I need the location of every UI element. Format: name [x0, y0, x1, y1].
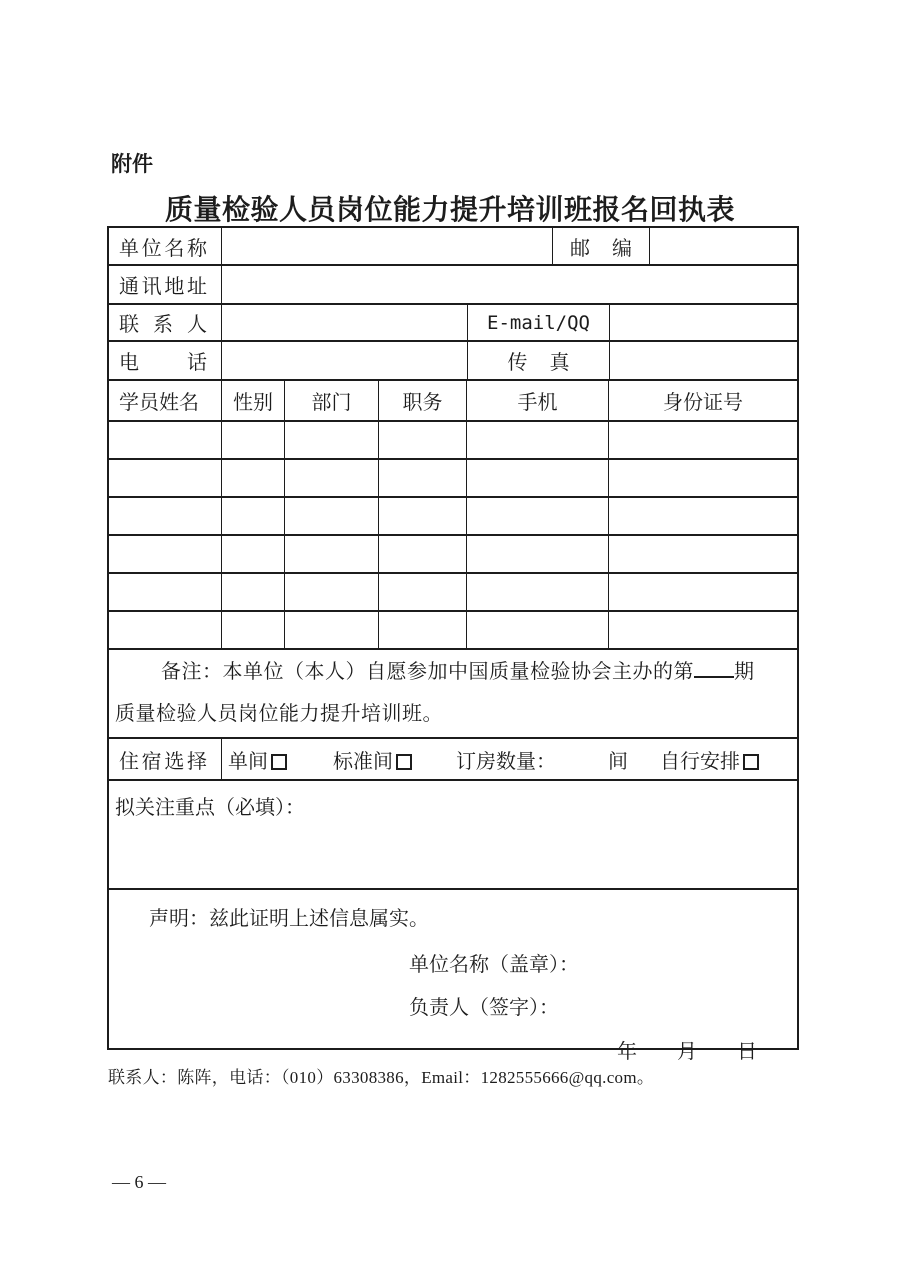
form-title: 质量检验人员岗位能力提升培训班报名回执表 — [164, 195, 735, 226]
trainee-name-cell — [109, 536, 222, 572]
trainee-row — [109, 612, 797, 650]
unit-name-label-cell — [109, 228, 222, 264]
contact-label: 联系人 — [119, 314, 207, 336]
standard-room-checkbox — [396, 754, 412, 770]
address-row — [109, 266, 797, 305]
trainee-department-cell — [285, 536, 379, 572]
trainee-row — [109, 498, 797, 536]
page-number: — 6 — — [112, 1172, 166, 1192]
trainee-mobile-cell — [467, 612, 609, 648]
fax-field — [610, 342, 797, 379]
trainee-id-cell — [609, 536, 797, 572]
email-qq-field — [610, 305, 797, 340]
self-arranged-checkbox — [743, 754, 759, 770]
trainee-mobile-cell — [467, 460, 609, 496]
trainee-department-cell — [285, 498, 379, 534]
contact-label-cell — [109, 305, 222, 340]
trainee-id-cell — [609, 498, 797, 534]
trainee-mobile-cell — [467, 574, 609, 610]
trainee-gender-cell — [222, 612, 285, 648]
phone-row — [109, 342, 797, 381]
trainee-id-cell — [609, 612, 797, 648]
mobile-header: 手机 — [467, 381, 609, 420]
contact-field — [222, 305, 468, 340]
trainee-department-cell — [285, 574, 379, 610]
gender-header: 性别 — [222, 381, 285, 420]
trainee-mobile-cell — [467, 422, 609, 458]
trainee-name-cell — [109, 574, 222, 610]
phone-label: 电话 — [119, 352, 207, 374]
address-label-cell — [109, 266, 222, 303]
remark-row — [109, 650, 797, 739]
fax-label: 传真 — [507, 352, 570, 374]
trainee-gender-cell — [222, 574, 285, 610]
postal-code-label: 邮编 — [570, 237, 632, 260]
trainee-department-cell — [285, 612, 379, 648]
trainee-gender-cell — [222, 536, 285, 572]
declaration-cell — [109, 890, 797, 1063]
booking-count-unit: 间 — [608, 750, 628, 773]
accommodation-options — [222, 739, 797, 779]
trainee-name-cell — [109, 612, 222, 648]
postal-code-label-cell — [553, 228, 650, 264]
registration-form-table — [107, 226, 799, 1063]
single-room-option: 单间 — [228, 745, 287, 774]
trainee-mobile-cell — [467, 498, 609, 534]
focus-row — [109, 781, 797, 890]
remark-line2: 质量检验人员岗位能力提升培训班。 — [115, 703, 443, 725]
focus-cell — [109, 781, 797, 888]
phone-label-cell — [109, 342, 222, 379]
session-number-blank — [694, 656, 734, 678]
trainee-id-cell — [609, 422, 797, 458]
standard-room-option: 标准间 — [333, 745, 412, 774]
trainee-gender-cell — [222, 498, 285, 534]
accommodation-row — [109, 739, 797, 781]
unit-name-field — [222, 228, 553, 264]
trainee-name-header: 学员姓名 — [109, 381, 222, 420]
trainee-position-cell — [379, 536, 467, 572]
focus-label: 拟关注重点（必填）： — [115, 797, 305, 819]
postal-code-field — [650, 228, 797, 264]
booking-count-label: 订房数量： — [456, 750, 556, 773]
trainee-row — [109, 536, 797, 574]
declaration-statement: 声明：兹此证明上述信息属实。 — [149, 908, 429, 930]
email-qq-label-cell — [468, 305, 610, 340]
trainee-gender-cell — [222, 422, 285, 458]
trainee-row — [109, 574, 797, 612]
trainee-row — [109, 460, 797, 498]
trainee-id-cell — [609, 574, 797, 610]
trainee-row — [109, 422, 797, 460]
contact-row — [109, 305, 797, 342]
date-line: 年 月 日 — [617, 1041, 757, 1063]
accommodation-label-cell — [109, 739, 222, 779]
trainee-name-cell — [109, 422, 222, 458]
trainee-department-cell — [285, 460, 379, 496]
trainee-position-cell — [379, 574, 467, 610]
trainee-name-cell — [109, 498, 222, 534]
trainee-position-cell — [379, 460, 467, 496]
remark-line1: 备注：本单位（本人）自愿参加中国质量检验协会主办的第 期 — [115, 651, 791, 693]
accommodation-label: 住宿选择 — [119, 750, 207, 773]
trainee-position-cell — [379, 612, 467, 648]
id-number-header: 身份证号 — [663, 392, 743, 414]
single-room-checkbox — [271, 754, 287, 770]
self-arranged-option: 自行安排 — [660, 745, 759, 774]
fax-label-cell — [468, 342, 610, 379]
address-label: 通讯地址 — [119, 276, 207, 298]
unit-name-row — [109, 228, 797, 266]
remark-cell — [109, 650, 797, 737]
trainee-header-row — [109, 381, 797, 422]
department-header: 部门 — [285, 381, 379, 420]
trainee-position-cell — [379, 498, 467, 534]
position-header: 职务 — [379, 381, 467, 420]
trainee-name-cell — [109, 460, 222, 496]
phone-field — [222, 342, 468, 379]
company-seal-label: 单位名称（盖章）： — [409, 954, 579, 976]
footer-contact: 联系人：陈阵，电话：（010）63308386，Email：1282555666@qq.com。 — [108, 1068, 655, 1087]
signature-label: 负责人（签字）： — [409, 997, 559, 1019]
trainee-gender-cell — [222, 460, 285, 496]
trainee-department-cell — [285, 422, 379, 458]
email-qq-label: E-mail/QQ — [487, 311, 590, 334]
trainee-id-cell — [609, 460, 797, 496]
trainee-mobile-cell — [467, 536, 609, 572]
unit-name-label: 单位名称 — [119, 237, 207, 260]
attachment-label: 附件 — [111, 153, 153, 176]
trainee-position-cell — [379, 422, 467, 458]
address-field — [222, 266, 797, 303]
declaration-row — [109, 890, 797, 1063]
